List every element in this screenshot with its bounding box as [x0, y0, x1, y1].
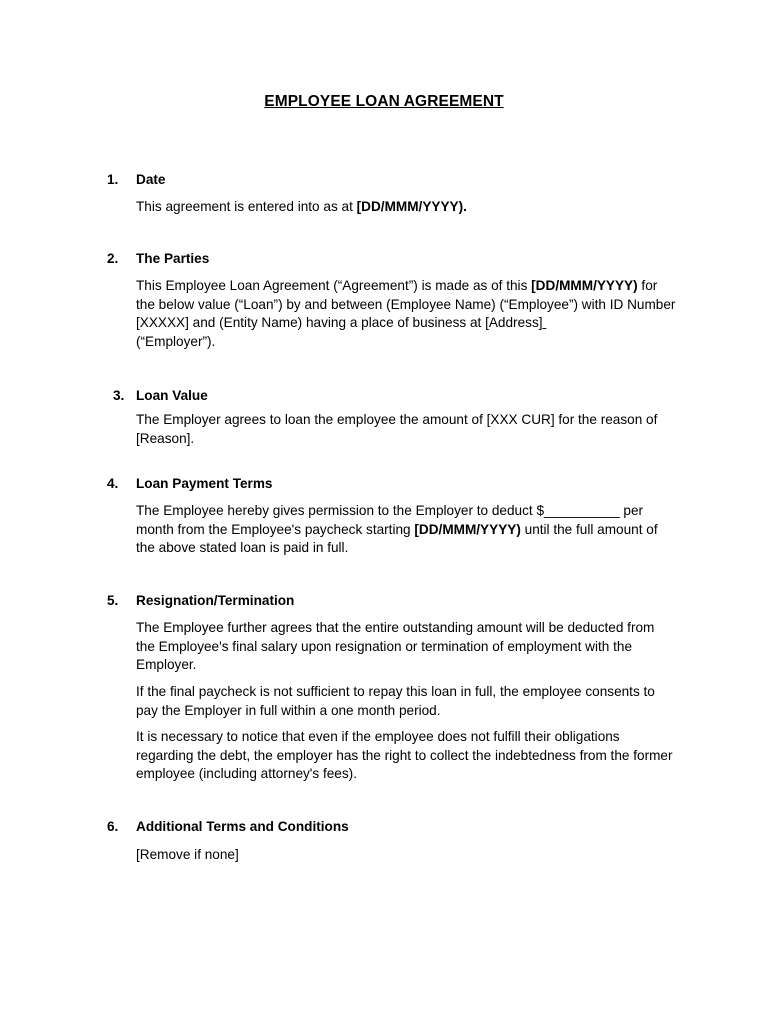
document-title: EMPLOYEE LOAN AGREEMENT [264, 93, 504, 110]
date-placeholder: [DD/MMM/YYYY) [531, 278, 638, 293]
paragraph-text: (“Employer”). [136, 334, 216, 350]
section-heading: Loan Payment Terms [136, 476, 273, 491]
section-paragraph [136, 277, 676, 352]
section-additional-terms [0, 819, 768, 839]
section-paragraph [136, 198, 676, 217]
section-paragraph: [Remove if none] [136, 847, 239, 862]
section-heading: Resignation/Termination [136, 593, 295, 608]
section-heading: The Parties [136, 251, 210, 266]
section-date [0, 172, 768, 192]
underline-space [543, 315, 547, 330]
section-loan-value [0, 388, 768, 408]
section-paragraph: The Employee further agrees that the entire outstanding amount will be deducted from the Employee's final salary upon resignation or termination of employment with the Employer. [136, 620, 655, 673]
section-loan-payment-terms [0, 476, 768, 496]
section-paragraph: If the final paycheck is not sufficient to repay this loan in full, the employee consents to pay the Employer in full within a one month period. [136, 684, 655, 718]
section-resignation-termination [0, 593, 768, 613]
paragraph-text: The Employee hereby gives permission to the Employer to deduct $__________ per month from the Employee's paycheck starting [136, 503, 644, 537]
date-placeholder: [DD/MMM/YYYY) [414, 521, 521, 537]
section-heading: Additional Terms and Conditions [136, 819, 349, 834]
paragraph-text: This Employee Loan Agreement (“Agreement”) is made as of this [136, 278, 532, 293]
section-paragraph: The Employer agrees to loan the employee the amount of [XXX CUR] for the reason of [Reason]. [136, 412, 658, 446]
section-paragraph [136, 502, 676, 558]
date-placeholder: [DD/MMM/YYYY). [356, 199, 467, 214]
section-heading: Loan Value [136, 388, 208, 403]
section-number: 3. [113, 388, 125, 403]
section-number: 1. [107, 172, 119, 187]
section-number: 5. [107, 593, 119, 608]
paragraph-text: for the below value (“Loan”) by and between (Employee Name) (“Employee”) with ID Number [XXXXX] and (Entity Name) having a place of business at [Address] [136, 278, 676, 331]
section-parties [0, 251, 768, 271]
paragraph-text: until the full amount of the above stated loan is paid in full. [136, 521, 658, 556]
paragraph-text: This agreement is entered into as at [136, 199, 357, 214]
section-number: 6. [107, 819, 119, 834]
section-number: 2. [107, 251, 119, 266]
section-heading: Date [136, 172, 166, 187]
section-paragraph: It is necessary to notice that even if the employee does not fulfill their obligations regarding the debt, the employer has the right to collect the indebtedness from the former employee (including attorney's fees). [136, 729, 673, 782]
section-number: 4. [107, 476, 119, 491]
